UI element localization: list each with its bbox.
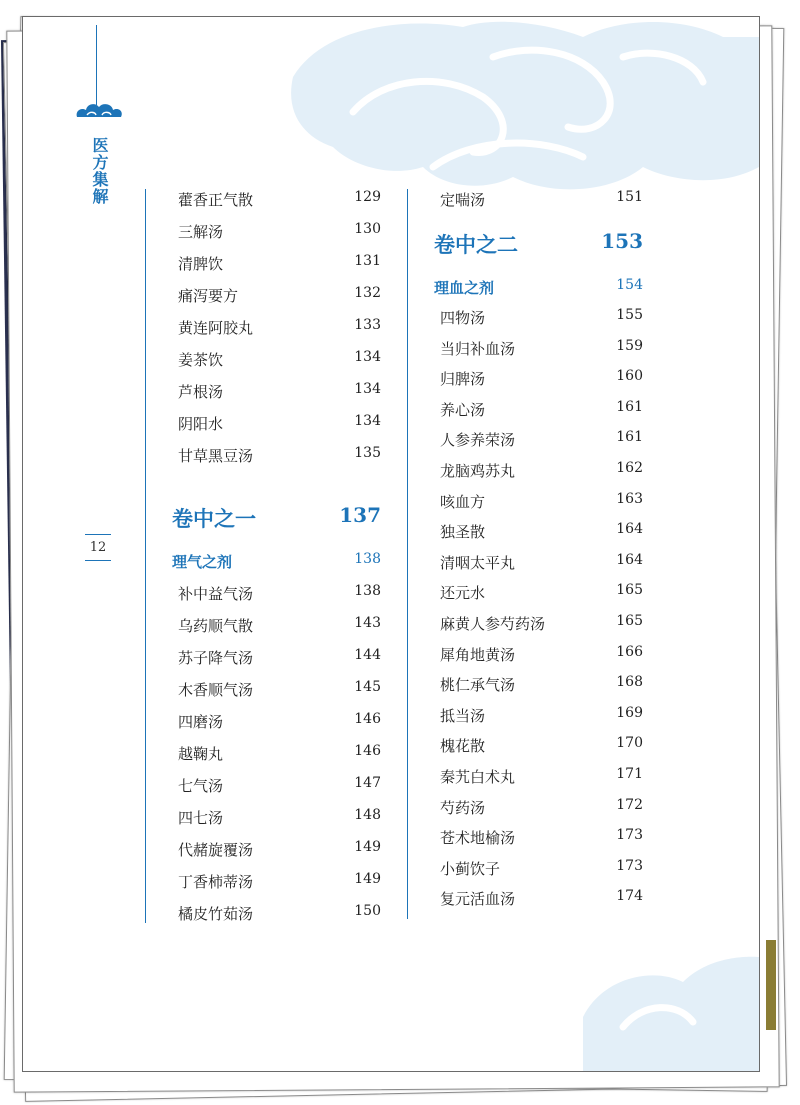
toc-entry[interactable] [178, 577, 381, 609]
toc-entries-top [440, 183, 643, 215]
entry-page: 134 [354, 413, 381, 429]
entry-page: 143 [354, 615, 381, 631]
toc-entry[interactable] [440, 638, 643, 669]
entry-page: 144 [354, 647, 381, 663]
entry-page: 161 [616, 398, 643, 415]
entry-title: 芍药汤 [440, 798, 486, 817]
entry-title: 越鞠丸 [178, 745, 224, 763]
entry-page: 159 [616, 337, 643, 354]
toc-entry[interactable] [440, 362, 643, 393]
toc-entry[interactable] [440, 393, 643, 424]
entry-page: 135 [354, 445, 381, 461]
entry-title: 橘皮竹茹汤 [178, 905, 254, 923]
volume-title: 卷中之一 [172, 506, 256, 531]
entry-page: 173 [616, 827, 643, 844]
toc-entry[interactable] [178, 407, 381, 439]
entry-title: 抵当汤 [440, 706, 486, 725]
entry-title: 养心汤 [440, 400, 486, 419]
entry-title: 人参养荣汤 [440, 431, 516, 450]
volume-page: 137 [339, 503, 381, 527]
section-page: 138 [354, 551, 381, 567]
section-page: 154 [616, 277, 643, 293]
toc-page [22, 16, 760, 1072]
entry-page: 163 [616, 490, 643, 507]
entry-page: 148 [354, 807, 381, 823]
toc-entry[interactable] [440, 332, 643, 363]
entry-page: 162 [616, 459, 643, 476]
entry-page: 147 [354, 775, 381, 791]
toc-entry[interactable] [440, 791, 643, 822]
entry-page: 145 [354, 679, 381, 695]
entry-title: 桃仁承气汤 [440, 676, 516, 695]
entry-title: 苍术地榆汤 [440, 829, 516, 848]
toc-entry[interactable] [178, 801, 381, 833]
toc-entry[interactable] [178, 279, 381, 311]
toc-entry[interactable] [440, 423, 643, 454]
entry-page: 166 [616, 643, 643, 660]
toc-entry[interactable] [178, 215, 381, 247]
entry-title: 三解汤 [178, 223, 224, 241]
entry-page: 146 [354, 743, 381, 759]
toc-entry[interactable] [440, 607, 643, 638]
entry-page: 169 [616, 704, 643, 721]
entry-title: 麻黄人参芍药汤 [440, 614, 546, 633]
toc-left-column [172, 183, 381, 929]
entry-page: 146 [354, 711, 381, 727]
volume-page: 153 [601, 229, 643, 253]
entry-title: 槐花散 [440, 737, 486, 756]
book-title: 医方集解 [90, 137, 109, 205]
toc-right-column [434, 183, 643, 913]
entry-title: 补中益气汤 [178, 585, 254, 603]
toc-entry[interactable] [178, 183, 381, 215]
column-divider [407, 189, 408, 919]
toc-entries-bottom [440, 301, 643, 913]
entry-page: 134 [354, 349, 381, 365]
section-title: 理血之剂 [434, 279, 495, 297]
toc-entry[interactable] [178, 673, 381, 705]
book-edge-accent [766, 940, 776, 1030]
entry-title: 黄连阿胶丸 [178, 319, 254, 337]
entry-title: 代赭旋覆汤 [178, 841, 254, 859]
entry-title: 藿香正气散 [178, 191, 254, 209]
toc-entry[interactable] [440, 546, 643, 577]
entry-title: 当归补血汤 [440, 339, 516, 358]
entry-title: 木香顺气汤 [178, 681, 254, 699]
entry-title: 七气汤 [178, 777, 224, 795]
entry-title: 犀角地黄汤 [440, 645, 516, 664]
entry-title: 还元水 [440, 584, 486, 603]
volume-title: 卷中之二 [434, 232, 518, 257]
toc-entry[interactable] [440, 668, 643, 699]
entry-page: 133 [354, 317, 381, 333]
entry-title: 四七汤 [178, 809, 224, 827]
toc-entry[interactable] [440, 515, 643, 546]
page-number-box [85, 534, 111, 561]
entry-page: 164 [616, 551, 643, 568]
entry-title: 阴阳水 [178, 415, 224, 433]
entry-page: 165 [616, 612, 643, 629]
entry-title: 清咽太平丸 [440, 553, 516, 572]
toc-entry[interactable] [178, 609, 381, 641]
entry-title: 丁香柿蒂汤 [178, 873, 254, 891]
toc-entry[interactable] [178, 343, 381, 375]
entry-page: 168 [616, 674, 643, 691]
entry-page: 161 [616, 429, 643, 446]
entry-title: 定喘汤 [440, 191, 486, 209]
entry-title: 龙脑鸡苏丸 [440, 461, 516, 480]
hanging-line-decoration [96, 25, 97, 105]
toc-entry[interactable] [440, 852, 643, 883]
entry-title: 苏子降气汤 [178, 649, 254, 667]
toc-entry[interactable] [440, 760, 643, 791]
entry-title: 芦根汤 [178, 383, 224, 401]
entry-page: 155 [616, 307, 643, 323]
entry-page: 149 [354, 871, 381, 887]
entry-title: 姜茶饮 [178, 351, 224, 369]
entry-page: 173 [616, 857, 643, 874]
entry-title: 小蓟饮子 [440, 859, 501, 878]
entry-title: 秦艽白术丸 [440, 767, 516, 786]
toc-entry[interactable] [440, 485, 643, 516]
toc-entries-top [178, 183, 381, 471]
toc-volume-heading[interactable] [434, 219, 643, 271]
toc-entry[interactable] [178, 247, 381, 279]
entry-page: 160 [616, 368, 643, 385]
toc-entry[interactable] [178, 641, 381, 673]
entry-title: 咳血方 [440, 492, 486, 511]
entry-page: 134 [354, 381, 381, 397]
toc-entry[interactable] [178, 375, 381, 407]
page-number: 12 [89, 540, 107, 555]
cloud-ornament-icon [73, 101, 125, 123]
toc-entry[interactable] [440, 576, 643, 607]
toc-entry[interactable] [440, 699, 643, 730]
toc-entry[interactable] [440, 729, 643, 760]
entry-page: 164 [616, 521, 643, 538]
divider [85, 560, 111, 561]
entry-title: 痛泻要方 [178, 287, 239, 305]
entry-title: 甘草黑豆汤 [178, 447, 254, 465]
entry-title: 独圣散 [440, 523, 486, 542]
entry-title: 清脾饮 [178, 255, 224, 273]
toc-entry[interactable] [178, 439, 381, 471]
entry-title: 四磨汤 [178, 713, 224, 731]
entry-title: 归脾汤 [440, 370, 486, 389]
toc-volume-heading[interactable] [172, 493, 381, 545]
entry-page: 149 [354, 839, 381, 855]
entry-page: 150 [354, 903, 381, 919]
entry-page: 130 [354, 221, 381, 237]
toc-entry[interactable] [440, 821, 643, 852]
entry-page: 151 [616, 189, 643, 205]
toc-section-heading[interactable] [172, 545, 381, 577]
toc-entry[interactable] [178, 897, 381, 929]
toc-entry[interactable] [178, 865, 381, 897]
entry-page: 172 [616, 796, 643, 813]
entry-page: 131 [354, 253, 381, 269]
toc-section-heading[interactable] [434, 271, 643, 301]
toc-entries-bottom [178, 577, 381, 929]
entry-page: 170 [616, 735, 643, 752]
toc-entry[interactable] [178, 769, 381, 801]
entry-page: 174 [616, 888, 643, 905]
toc-entry[interactable] [178, 705, 381, 737]
toc-entry[interactable] [178, 311, 381, 343]
toc-entry[interactable] [440, 183, 643, 215]
section-title: 理气之剂 [172, 553, 233, 571]
entry-title: 复元活血汤 [440, 890, 516, 909]
toc-entry[interactable] [440, 301, 643, 332]
cloud-pattern-decoration [23, 17, 759, 1071]
entry-page: 171 [616, 765, 643, 782]
toc-entry[interactable] [178, 833, 381, 865]
toc-entry[interactable] [440, 882, 643, 913]
entry-page: 132 [354, 285, 381, 301]
entry-page: 138 [354, 583, 381, 599]
column-divider [145, 189, 146, 923]
entry-page: 129 [354, 189, 381, 205]
entry-title: 乌药顺气散 [178, 617, 254, 635]
toc-entry[interactable] [440, 454, 643, 485]
entry-title: 四物汤 [440, 309, 486, 327]
toc-entry[interactable] [178, 737, 381, 769]
entry-page: 165 [616, 582, 643, 599]
